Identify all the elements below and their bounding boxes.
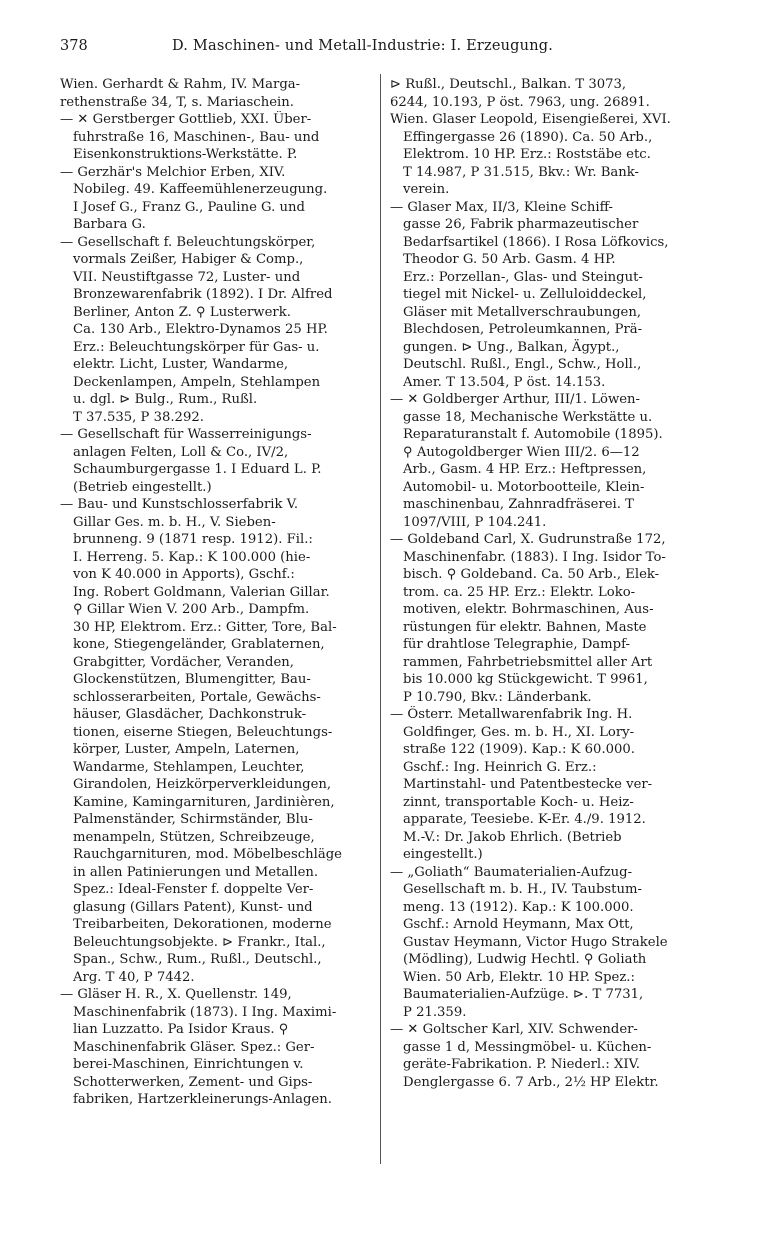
text-line: tionen, eiserne Stiegen, Beleuchtungs- bbox=[73, 724, 333, 740]
text-line: schlosserarbeiten, Portale, Gewächs- bbox=[73, 689, 321, 705]
text-line: verein. bbox=[403, 182, 450, 197]
text-line: Wien. 50 Arb, Elektr. 10 HP. Spez.: bbox=[403, 969, 635, 985]
text-line: ⚲ Autogoldberger Wien III/2. 6—12 bbox=[403, 444, 640, 460]
text-line: — Gesellschaft f. Beleuchtungskörper, bbox=[60, 234, 316, 250]
text-line: I Josef G., Franz G., Pauline G. und bbox=[73, 199, 305, 215]
text-line: Grabgitter, Vordächer, Veranden, bbox=[73, 654, 294, 670]
text-line: Elektrom. 10 HP. Erz.: Roststäbe etc. bbox=[403, 147, 651, 162]
text-line: Deckenlampen, Ampeln, Stehlampen bbox=[73, 374, 321, 390]
text-line: Gläser mit Metallverschraubungen, bbox=[403, 304, 642, 320]
text-line: glasung (Gillars Patent), Kunst- und bbox=[73, 899, 313, 915]
text-line: elektr. Licht, Luster, Wandarme, bbox=[73, 357, 289, 372]
left-column bbox=[60, 76, 372, 1109]
text-line: T 14.987, P 31.515, Bkv.: Wr. Bank- bbox=[403, 164, 639, 180]
text-line: Span., Schw., Rum., Rußl., Deutschl., bbox=[73, 952, 322, 967]
text-line: gungen. ⊳ Ung., Balkan, Ägypt., bbox=[403, 339, 620, 355]
text-line: Arg. T 40, P 7442. bbox=[73, 969, 195, 985]
text-line: kone, Stiegengeländer, Grablaternen, bbox=[73, 637, 325, 652]
text-line: in allen Patinierungen und Metallen. bbox=[73, 864, 319, 880]
text-line: Baumaterialien-Aufzüge. ⊳. T 7731, bbox=[403, 987, 644, 1002]
text-line: 6244, 10.193, P öst. 7963, ung. 26891. bbox=[390, 94, 650, 110]
text-line: menampeln, Stützen, Schreibzeuge, bbox=[73, 829, 315, 845]
text-line: Deutschl. Rußl., Engl., Schw., Holl., bbox=[403, 357, 642, 372]
text-line: Wandarme, Stehlampen, Leuchter, bbox=[73, 759, 305, 775]
text-line: Spez.: Ideal-Fenster f. doppelte Ver- bbox=[73, 882, 314, 897]
text-line: — Gerzhär's Melchior Erben, XIV. bbox=[60, 164, 286, 180]
text-line: — Goldeband Carl, X. Gudrunstraße 172, bbox=[390, 532, 666, 547]
text-line: — ✕ Gerstberger Gottlieb, XXI. Über- bbox=[60, 112, 312, 127]
text-line: — Gläser H. R., X. Quellenstr. 149, bbox=[60, 987, 292, 1002]
right-column bbox=[390, 76, 702, 1091]
text-line: motiven, elektr. Bohrmaschinen, Aus- bbox=[403, 602, 654, 617]
text-line: bis 10.000 kg Stückgewicht. T 9961, bbox=[403, 672, 648, 687]
text-line: Girandolen, Heizkörperverkleidungen, bbox=[73, 777, 332, 792]
text-line: — „Goliath“ Baumaterialien-Aufzug- bbox=[390, 864, 633, 880]
text-line: eingestellt.) bbox=[403, 847, 483, 862]
text-line: körper, Luster, Ampeln, Laternen, bbox=[73, 742, 300, 757]
text-line: Maschinenfabr. (1883). I Ing. Isidor To- bbox=[403, 549, 666, 565]
text-line: anlagen Felten, Loll & Co., IV/2, bbox=[73, 444, 289, 460]
text-line: Goldfinger, Ges. m. b. H., XI. Lory- bbox=[403, 724, 635, 740]
text-line: Palmenständer, Schirmständer, Blu- bbox=[73, 812, 313, 827]
text-line: lian Luzzatto. Pa Isidor Kraus. ⚲ bbox=[73, 1022, 289, 1037]
text-line: meng. 13 (1912). Kap.: K 100.000. bbox=[403, 899, 634, 915]
text-line: Rauchgarnituren, mod. Möbelbeschläge bbox=[73, 847, 342, 862]
column-divider bbox=[380, 74, 381, 1164]
text-line: VII. Neustiftgasse 72, Luster- und bbox=[73, 269, 301, 285]
text-line: Reparaturanstalt f. Automobile (1895). bbox=[403, 427, 663, 442]
text-line: Gustav Heymann, Victor Hugo Strakele bbox=[403, 934, 668, 950]
text-line: Erz.: Porzellan-, Glas- und Steingut- bbox=[403, 269, 643, 285]
text-line: rethenstraße 34, T, s. Mariaschein. bbox=[60, 94, 294, 110]
text-line: trom. ca. 25 HP. Erz.: Elektr. Loko- bbox=[403, 584, 636, 600]
text-line: Barbara G. bbox=[73, 217, 146, 232]
text-line: u. dgl. ⊳ Bulg., Rum., Rußl. bbox=[73, 392, 258, 407]
text-line: zinnt, transportable Koch- u. Heiz- bbox=[403, 794, 634, 810]
text-line: Amer. T 13.504, P öst. 14.153. bbox=[403, 374, 606, 390]
text-line: Gillar Ges. m. b. H., V. Sieben- bbox=[73, 514, 276, 530]
text-line: T 37.535, P 38.292. bbox=[73, 409, 204, 425]
text-line: — ✕ Goldberger Arthur, III/1. Löwen- bbox=[390, 392, 640, 407]
text-line: M.-V.: Dr. Jakob Ehrlich. (Betrieb bbox=[403, 829, 622, 845]
text-line: Gesellschaft m. b. H., IV. Taubstum- bbox=[403, 882, 642, 897]
text-line: 1097/VIII, P 104.241. bbox=[403, 514, 547, 530]
text-line: berei-Maschinen, Einrichtungen v. bbox=[73, 1057, 304, 1072]
text-line: Nobileg. 49. Kaffeemühlenerzeugung. bbox=[73, 182, 328, 197]
text-line: Berliner, Anton Z. ⚲ Lusterwerk. bbox=[73, 304, 291, 320]
text-line: Schotterwerken, Zement- und Gips- bbox=[73, 1074, 313, 1090]
text-line: tiegel mit Nickel- u. Zelluloiddeckel, bbox=[403, 287, 647, 302]
text-line: rammen, Fahrbetriebsmittel aller Art bbox=[403, 654, 653, 670]
text-line: Eisenkonstruktions-Werkstätte. P. bbox=[73, 147, 298, 162]
text-line: brunneng. 9 (1871 resp. 1912). Fil.: bbox=[73, 532, 313, 547]
text-line: Kamine, Kamingarnituren, Jardinièren, bbox=[73, 794, 335, 810]
text-line: bisch. ⚲ Goldeband. Ca. 50 Arb., Elek- bbox=[403, 567, 660, 582]
text-line: Beleuchtungsobjekte. ⊳ Frankr., Ital., bbox=[73, 934, 326, 950]
text-line: gasse 1 d, Messingmöbel- u. Küchen- bbox=[403, 1039, 652, 1055]
text-line: ⊳ Rußl., Deutschl., Balkan. T 3073, bbox=[390, 77, 627, 92]
text-line: gasse 18, Mechanische Werkstätte u. bbox=[403, 409, 653, 425]
text-line: ⚲ Gillar Wien V. 200 Arb., Dampfm. bbox=[73, 602, 310, 617]
text-line: Gschf.: Arnold Heymann, Max Ott, bbox=[403, 917, 634, 932]
text-line: maschinenbau, Zahnradfräserei. T bbox=[403, 497, 634, 512]
text-line: Maschinenfabrik (1873). I Ing. Maximi- bbox=[73, 1004, 337, 1020]
text-line: Glockenstützen, Blumengitter, Bau- bbox=[73, 672, 311, 687]
page-header bbox=[60, 38, 720, 60]
text-line: häuser, Glasdächer, Dachkonstruk- bbox=[73, 707, 307, 722]
text-line: Wien. Gerhardt & Rahm, IV. Marga- bbox=[60, 77, 301, 92]
page-number: 378 bbox=[60, 38, 88, 54]
text-line: Automobil- u. Motorbootteile, Klein- bbox=[403, 479, 645, 495]
text-line: Theodor G. 50 Arb. Gasm. 4 HP. bbox=[403, 252, 616, 267]
text-line: gasse 26, Fabrik pharmazeutischer bbox=[403, 217, 639, 232]
text-line: P 10.790, Bkv.: Länderbank. bbox=[403, 689, 592, 705]
text-line: — Bau- und Kunstschlosserfabrik V. bbox=[60, 497, 299, 512]
text-line: fuhrstraße 16, Maschinen-, Bau- und bbox=[73, 129, 320, 145]
text-line: Bronzewarenfabrik (1892). I Dr. Alfred bbox=[73, 287, 333, 302]
text-line: — Österr. Metallwarenfabrik Ing. H. bbox=[390, 707, 633, 722]
text-line: fabriken, Hartzerkleinerungs-Anlagen. bbox=[73, 1092, 332, 1107]
text-line: Arb., Gasm. 4 HP. Erz.: Heftpressen, bbox=[403, 462, 647, 477]
text-line: Schaumburgergasse 1. I Eduard L. P. bbox=[73, 462, 322, 477]
text-line: Martinstahl- und Patentbestecke ver- bbox=[403, 777, 653, 792]
text-line: straße 122 (1909). Kap.: K 60.000. bbox=[403, 742, 635, 757]
text-line: Bedarfsartikel (1866). I Rosa Löfkovics, bbox=[403, 234, 669, 250]
text-line: Effingergasse 26 (1890). Ca. 50 Arb., bbox=[403, 129, 653, 145]
running-title: D. Maschinen- und Metall-Industrie: I. Erzeugung. bbox=[172, 38, 554, 54]
text-line: 30 HP, Elektrom. Erz.: Gitter, Tore, Bal- bbox=[73, 619, 337, 635]
text-line: Maschinenfabrik Gläser. Spez.: Ger- bbox=[73, 1039, 315, 1055]
text-line: apparate, Teesiebe. K-Er. 4./9. 1912. bbox=[403, 812, 646, 827]
text-line: Ca. 130 Arb., Elektro-Dynamos 25 HP. bbox=[73, 322, 328, 337]
text-line: (Mödling), Ludwig Hechtl. ⚲ Goliath bbox=[403, 952, 647, 967]
text-line: geräte-Fabrikation. P. Niederl.: XIV. bbox=[403, 1057, 640, 1072]
text-line: — Glaser Max, II/3, Kleine Schiff- bbox=[390, 199, 613, 215]
text-line: Treibarbeiten, Dekorationen, moderne bbox=[73, 917, 332, 932]
text-line: Wien. Glaser Leopold, Eisengießerei, XVI. bbox=[390, 112, 671, 127]
text-line: von K 40.000 in Apports), Gschf.: bbox=[73, 567, 295, 582]
text-line: — Gesellschaft für Wasserreinigungs- bbox=[60, 427, 312, 442]
text-line: I. Herreng. 5. Kap.: K 100.000 (hie- bbox=[73, 549, 311, 565]
text-line: vormals Zeißer, Habiger & Comp., bbox=[73, 252, 304, 267]
text-line: für drahtlose Telegraphie, Dampf- bbox=[403, 637, 630, 652]
text-line: Ing. Robert Goldmann, Valerian Gillar. bbox=[73, 584, 330, 600]
text-line: rüstungen für elektr. Bahnen, Maste bbox=[403, 619, 647, 635]
text-line: Gschf.: Ing. Heinrich G. Erz.: bbox=[403, 759, 597, 775]
text-line: Erz.: Beleuchtungskörper für Gas- u. bbox=[73, 339, 320, 355]
text-line: (Betrieb eingestellt.) bbox=[73, 479, 212, 495]
text-line: Denglergasse 6. 7 Arb., 2½ HP Elektr. bbox=[403, 1074, 659, 1090]
text-line: Blechdosen, Petroleumkannen, Prä- bbox=[403, 322, 643, 337]
text-line: — ✕ Goltscher Karl, XIV. Schwender- bbox=[390, 1022, 638, 1037]
text-line: P 21.359. bbox=[403, 1004, 467, 1020]
